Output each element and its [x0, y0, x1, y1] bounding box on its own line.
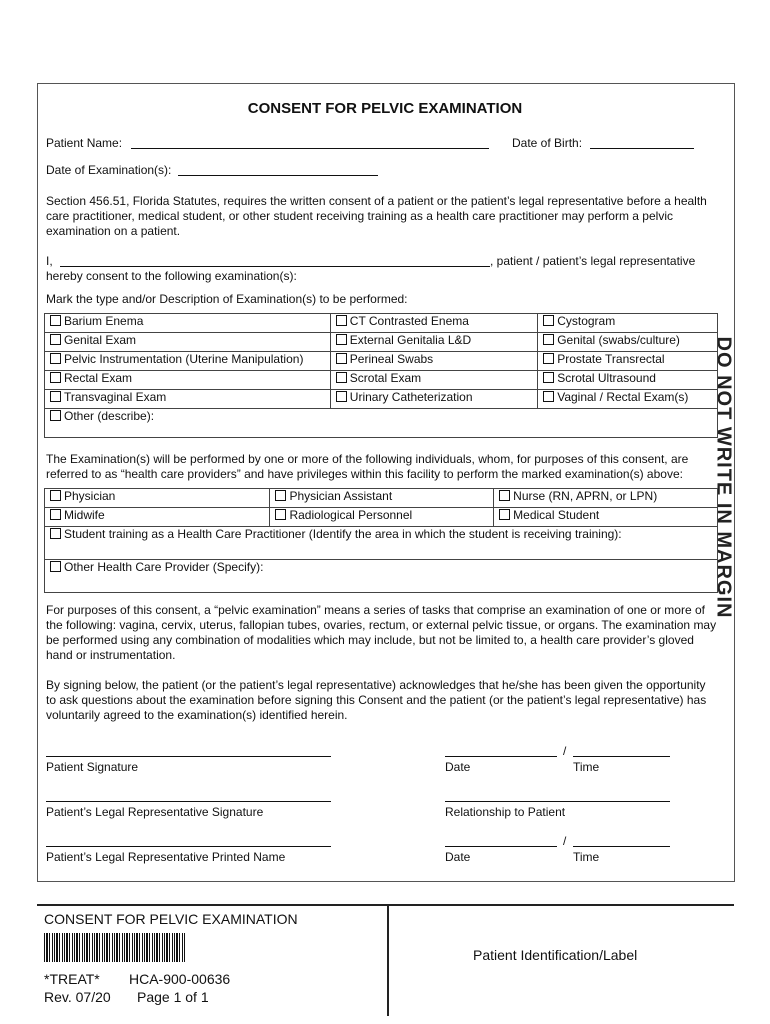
- option-label: Perineal Swabs: [349, 352, 434, 366]
- checkbox-icon[interactable]: [543, 315, 554, 326]
- exams-option[interactable]: [45, 371, 331, 390]
- consent-i: I,: [46, 254, 53, 268]
- checkbox-icon[interactable]: [50, 391, 61, 402]
- checkbox-icon[interactable]: [50, 372, 61, 383]
- providers-option[interactable]: [45, 489, 270, 508]
- acknowledge-text: By signing below, the patient (or the patient’s legal representative) acknowledges that he/she has been given the opportunity to ask questions about the examination before signing this Consent and the patient (or the patient’s legal representative) has voluntarily agreed to the examination(s) identified herein.: [46, 678, 707, 722]
- footer-vertical-divider: [387, 904, 389, 1016]
- dob-field[interactable]: [590, 148, 694, 149]
- option-label: Scrotal Exam: [349, 371, 422, 385]
- patient-name-label: Patient Name:: [46, 136, 123, 150]
- exams-option[interactable]: [538, 390, 718, 409]
- checkbox-icon[interactable]: [275, 490, 286, 501]
- patient-signature-field[interactable]: [46, 756, 331, 757]
- consent-text: hereby consent to the following examination(s):: [46, 269, 297, 283]
- checkbox-icon[interactable]: [543, 334, 554, 345]
- option-label: Medical Student: [513, 508, 600, 522]
- exams-option[interactable]: [538, 333, 718, 352]
- exams-option[interactable]: [330, 390, 537, 409]
- date-label-2: Date: [445, 850, 471, 864]
- exams-option[interactable]: [45, 390, 331, 409]
- checkbox-icon[interactable]: [50, 353, 61, 364]
- exams-option[interactable]: [330, 333, 537, 352]
- providers-text: The Examination(s) will be performed by one or more of the following individuals, whom, for purposes of this consent, are referred to as “health care providers” and have privileges within this facility to perform the marked examination(s) above:: [46, 452, 689, 481]
- exams-option[interactable]: [538, 352, 718, 371]
- providers-option[interactable]: [494, 489, 718, 508]
- exams-option[interactable]: [538, 314, 718, 333]
- exam-date-label: Date of Examination(s):: [46, 163, 172, 177]
- definition-text: For purposes of this consent, a “pelvic examination” means a series of tasks that comprise an examination of one or more of the following: vagina, cervix, uterus, fallopian tubes, ovaries, rectum, or external pelvic tissue, or organs. The examination may be performed using any combination of modalities which may include, but not be limited to, a health care provider’s gloved hand or instrumentation.: [46, 603, 717, 662]
- dob-label: Date of Birth:: [512, 136, 583, 150]
- revision: Rev. 07/20: [44, 989, 111, 1005]
- rep-name-field[interactable]: [46, 846, 331, 847]
- relationship-field[interactable]: [445, 801, 670, 802]
- page-number: Page 1 of 1: [137, 989, 209, 1005]
- time-field-2[interactable]: [573, 846, 670, 847]
- rep-signature-field[interactable]: [46, 801, 331, 802]
- option-label: CT Contrasted Enema: [349, 314, 469, 328]
- checkbox-icon[interactable]: [50, 528, 61, 539]
- option-label: Cystogram: [557, 314, 616, 328]
- footer-title: CONSENT FOR PELVIC EXAMINATION: [44, 911, 298, 927]
- slash: /: [563, 744, 567, 758]
- providers-option[interactable]: [270, 489, 494, 508]
- time-label-2: Time: [573, 850, 600, 864]
- exams-option[interactable]: [45, 352, 331, 371]
- checkbox-icon[interactable]: [336, 372, 347, 383]
- date-field[interactable]: [445, 756, 557, 757]
- rep-name-label: Patient’s Legal Representative Printed Name: [46, 850, 286, 864]
- consenter-name-field[interactable]: [60, 266, 490, 267]
- exams-option[interactable]: [330, 314, 537, 333]
- other-provider-label: Other Health Care Provider (Specify):: [64, 560, 264, 574]
- exam-other-label: Other (describe):: [64, 409, 155, 423]
- exams-option[interactable]: [538, 371, 718, 390]
- checkbox-icon[interactable]: [50, 490, 61, 501]
- exams-option[interactable]: [330, 352, 537, 371]
- checkbox-icon[interactable]: [275, 509, 286, 520]
- date-label: Date: [445, 760, 471, 774]
- mark-label: Mark the type and/or Description of Examination(s) to be performed:: [46, 292, 408, 306]
- checkbox-icon[interactable]: [543, 353, 554, 364]
- exams-option[interactable]: [45, 314, 331, 333]
- provider-student[interactable]: [45, 527, 718, 560]
- checkbox-icon[interactable]: [336, 315, 347, 326]
- patient-signature-label: Patient Signature: [46, 760, 139, 774]
- checkbox-icon[interactable]: [50, 561, 61, 572]
- footer-treat: *TREAT*: [44, 971, 100, 987]
- exams-option[interactable]: [330, 371, 537, 390]
- checkbox-icon[interactable]: [50, 509, 61, 520]
- option-label: Transvaginal Exam: [64, 390, 167, 404]
- checkbox-icon[interactable]: [50, 334, 61, 345]
- footer-divider: [37, 904, 734, 906]
- exam-other[interactable]: [45, 409, 718, 438]
- patient-name-field[interactable]: [131, 148, 489, 149]
- option-label: Genital (swabs/culture): [557, 333, 680, 347]
- exam-table: [44, 313, 718, 438]
- option-label: Urinary Catheterization: [349, 390, 473, 404]
- option-label: Radiological Personnel: [289, 508, 413, 522]
- option-label: Scrotal Ultrasound: [557, 371, 656, 385]
- relationship-label: Relationship to Patient: [445, 805, 566, 819]
- checkbox-icon[interactable]: [499, 509, 510, 520]
- time-field[interactable]: [573, 756, 670, 757]
- providers-option[interactable]: [494, 508, 718, 527]
- checkbox-icon[interactable]: [50, 315, 61, 326]
- checkbox-icon[interactable]: [336, 391, 347, 402]
- provider-other[interactable]: [45, 560, 718, 593]
- option-label: Prostate Transrectal: [557, 352, 665, 366]
- option-label: Physician Assistant: [289, 489, 393, 503]
- option-label: Physician: [64, 489, 116, 503]
- form-title: CONSENT FOR PELVIC EXAMINATION: [247, 100, 523, 117]
- checkbox-icon[interactable]: [336, 353, 347, 364]
- patient-label-area: Patient Identification/Label: [473, 947, 638, 963]
- statute-text: Section 456.51, Florida Statutes, requires the written consent of a patient or the patient’s legal representative before a health care practitioner, medical student, or other student receiving training as a health care practitioner may perform a pelvic examination on a patient.: [46, 194, 707, 238]
- exam-date-field[interactable]: [178, 175, 378, 176]
- option-label: Barium Enema: [64, 314, 144, 328]
- checkbox-icon[interactable]: [336, 334, 347, 345]
- time-label: Time: [573, 760, 600, 774]
- barcode: [44, 933, 185, 962]
- representative-label: , patient / patient’s legal representative: [490, 254, 696, 268]
- option-label: External Genitalia L&D: [349, 333, 472, 347]
- margin-warning-right: DO NOT WRITE IN MARGIN: [712, 336, 735, 619]
- option-label: Nurse (RN, APRN, or LPN): [513, 489, 658, 503]
- checkbox-icon[interactable]: [50, 410, 61, 421]
- option-label: Genital Exam: [64, 333, 137, 347]
- option-label: Rectal Exam: [64, 371, 133, 385]
- checkbox-icon[interactable]: [543, 391, 554, 402]
- rep-signature-label: Patient’s Legal Representative Signature: [46, 805, 264, 819]
- exams-option[interactable]: [45, 333, 331, 352]
- option-label: Midwife: [64, 508, 105, 522]
- checkbox-icon[interactable]: [499, 490, 510, 501]
- option-label: Vaginal / Rectal Exam(s): [557, 390, 689, 404]
- option-label: Pelvic Instrumentation (Uterine Manipulation): [64, 352, 304, 366]
- providers-option[interactable]: [270, 508, 494, 527]
- slash-2: /: [563, 834, 567, 848]
- form-code: HCA-900-00636: [129, 971, 231, 987]
- providers-option[interactable]: [45, 508, 270, 527]
- provider-table: [44, 488, 718, 593]
- date-field-2[interactable]: [445, 846, 557, 847]
- checkbox-icon[interactable]: [543, 372, 554, 383]
- student-label: Student training as a Health Care Practitioner (Identify the area in which the student is receiving training):: [64, 527, 622, 541]
